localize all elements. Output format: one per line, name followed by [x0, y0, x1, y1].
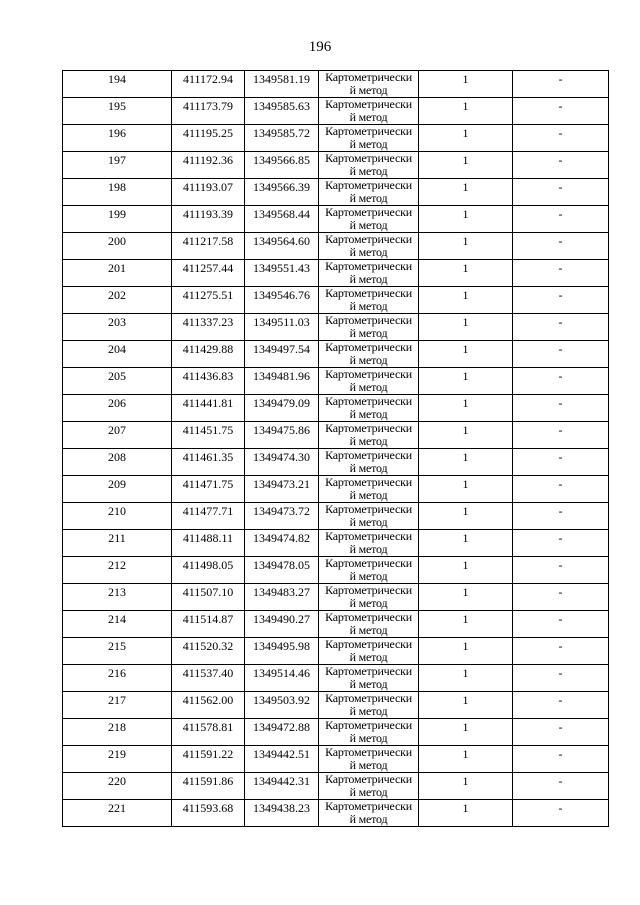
y-coordinate-cell: 1349478.05	[245, 557, 319, 584]
accuracy-cell: 1	[419, 557, 513, 584]
table-row	[63, 179, 609, 206]
method-text-line-1: Картометрически	[325, 313, 412, 327]
method-text-line-1: Картометрически	[325, 394, 412, 408]
method-text-line-2: й метод	[349, 380, 388, 394]
method-cell	[319, 152, 419, 179]
note-cell: -	[513, 233, 609, 260]
x-coordinate-cell: 411488.11	[172, 530, 245, 557]
y-coordinate-cell: 1349474.82	[245, 530, 319, 557]
x-coordinate-cell: 411514.87	[172, 611, 245, 638]
point-number-cell: 218	[63, 719, 172, 746]
point-number-cell: 212	[63, 557, 172, 584]
note-cell: -	[513, 692, 609, 719]
method-text-line-2: й метод	[349, 515, 388, 529]
method-text-line-1: Картометрически	[325, 232, 412, 246]
accuracy-cell: 1	[419, 719, 513, 746]
y-coordinate-cell: 1349566.85	[245, 152, 319, 179]
table-row	[63, 692, 609, 719]
method-text-line-1: Картометрически	[325, 70, 412, 84]
x-coordinate-cell: 411591.86	[172, 773, 245, 800]
x-coordinate-cell: 411591.22	[172, 746, 245, 773]
accuracy-cell: 1	[419, 800, 513, 827]
method-text-line-1: Картометрически	[325, 124, 412, 138]
method-text-line-2: й метод	[349, 434, 388, 448]
coordinates-table-body	[63, 71, 609, 827]
x-coordinate-cell: 411195.25	[172, 125, 245, 152]
note-cell: -	[513, 746, 609, 773]
x-coordinate-cell: 411257.44	[172, 260, 245, 287]
point-number-cell: 194	[63, 71, 172, 98]
y-coordinate-cell: 1349473.72	[245, 503, 319, 530]
x-coordinate-cell: 411477.71	[172, 503, 245, 530]
accuracy-cell: 1	[419, 260, 513, 287]
y-coordinate-cell: 1349481.96	[245, 368, 319, 395]
note-cell: -	[513, 395, 609, 422]
method-text-line-2: й метод	[349, 731, 388, 745]
accuracy-cell: 1	[419, 368, 513, 395]
note-cell: -	[513, 530, 609, 557]
method-text-line-2: й метод	[349, 812, 388, 826]
point-number-cell: 214	[63, 611, 172, 638]
y-coordinate-cell: 1349475.86	[245, 422, 319, 449]
method-text-line-1: Картометрически	[325, 97, 412, 111]
table-row	[63, 611, 609, 638]
table-row	[63, 125, 609, 152]
x-coordinate-cell: 411275.51	[172, 287, 245, 314]
point-number-cell: 206	[63, 395, 172, 422]
y-coordinate-cell: 1349585.63	[245, 98, 319, 125]
y-coordinate-cell: 1349568.44	[245, 206, 319, 233]
table-row	[63, 206, 609, 233]
method-text-line-2: й метод	[349, 164, 388, 178]
method-text-line-2: й метод	[349, 596, 388, 610]
method-cell	[319, 584, 419, 611]
method-cell	[319, 341, 419, 368]
accuracy-cell: 1	[419, 584, 513, 611]
method-text-line-1: Картометрически	[325, 502, 412, 516]
point-number-cell: 198	[63, 179, 172, 206]
method-text-line-2: й метод	[349, 299, 388, 313]
method-text-line-1: Картометрически	[325, 637, 412, 651]
x-coordinate-cell: 411562.00	[172, 692, 245, 719]
method-cell	[319, 287, 419, 314]
note-cell: -	[513, 368, 609, 395]
method-cell	[319, 719, 419, 746]
y-coordinate-cell: 1349490.27	[245, 611, 319, 638]
note-cell: -	[513, 260, 609, 287]
x-coordinate-cell: 411507.10	[172, 584, 245, 611]
note-cell: -	[513, 125, 609, 152]
coordinates-table	[62, 70, 609, 827]
method-text-line-2: й метод	[349, 218, 388, 232]
method-text-line-1: Картометрически	[325, 448, 412, 462]
note-cell: -	[513, 314, 609, 341]
method-text-line-1: Картометрически	[325, 421, 412, 435]
y-coordinate-cell: 1349564.60	[245, 233, 319, 260]
x-coordinate-cell: 411193.39	[172, 206, 245, 233]
accuracy-cell: 1	[419, 449, 513, 476]
method-cell	[319, 395, 419, 422]
point-number-cell: 213	[63, 584, 172, 611]
accuracy-cell: 1	[419, 665, 513, 692]
method-cell	[319, 98, 419, 125]
method-text-line-2: й метод	[349, 542, 388, 556]
method-cell	[319, 179, 419, 206]
method-text-line-1: Картометрически	[325, 610, 412, 624]
x-coordinate-cell: 411172.94	[172, 71, 245, 98]
accuracy-cell: 1	[419, 125, 513, 152]
y-coordinate-cell: 1349551.43	[245, 260, 319, 287]
method-text-line-1: Картометрически	[325, 286, 412, 300]
method-text-line-1: Картометрически	[325, 529, 412, 543]
note-cell: -	[513, 503, 609, 530]
accuracy-cell: 1	[419, 530, 513, 557]
table-row	[63, 233, 609, 260]
method-text-line-1: Картометрически	[325, 340, 412, 354]
method-cell	[319, 692, 419, 719]
y-coordinate-cell: 1349483.27	[245, 584, 319, 611]
method-cell	[319, 449, 419, 476]
point-number-cell: 221	[63, 800, 172, 827]
method-text-line-2: й метод	[349, 326, 388, 340]
x-coordinate-cell: 411498.05	[172, 557, 245, 584]
y-coordinate-cell: 1349497.54	[245, 341, 319, 368]
note-cell: -	[513, 638, 609, 665]
x-coordinate-cell: 411451.75	[172, 422, 245, 449]
method-text-line-1: Картометрически	[325, 259, 412, 273]
y-coordinate-cell: 1349581.19	[245, 71, 319, 98]
method-cell	[319, 611, 419, 638]
table-row	[63, 665, 609, 692]
method-text-line-2: й метод	[349, 758, 388, 772]
method-cell	[319, 530, 419, 557]
accuracy-cell: 1	[419, 98, 513, 125]
method-text-line-2: й метод	[349, 569, 388, 583]
point-number-cell: 201	[63, 260, 172, 287]
note-cell: -	[513, 476, 609, 503]
point-number-cell: 203	[63, 314, 172, 341]
note-cell: -	[513, 665, 609, 692]
method-text-line-2: й метод	[349, 785, 388, 799]
method-text-line-2: й метод	[349, 488, 388, 502]
method-cell	[319, 422, 419, 449]
accuracy-cell: 1	[419, 395, 513, 422]
method-text-line-1: Картометрически	[325, 772, 412, 786]
point-number-cell: 195	[63, 98, 172, 125]
table-row	[63, 98, 609, 125]
note-cell: -	[513, 611, 609, 638]
accuracy-cell: 1	[419, 179, 513, 206]
method-text-line-2: й метод	[349, 137, 388, 151]
y-coordinate-cell: 1349438.23	[245, 800, 319, 827]
x-coordinate-cell: 411537.40	[172, 665, 245, 692]
y-coordinate-cell: 1349472.88	[245, 719, 319, 746]
y-coordinate-cell: 1349514.46	[245, 665, 319, 692]
point-number-cell: 204	[63, 341, 172, 368]
method-cell	[319, 557, 419, 584]
x-coordinate-cell: 411173.79	[172, 98, 245, 125]
point-number-cell: 199	[63, 206, 172, 233]
x-coordinate-cell: 411441.81	[172, 395, 245, 422]
point-number-cell: 208	[63, 449, 172, 476]
y-coordinate-cell: 1349511.03	[245, 314, 319, 341]
method-text-line-1: Картометрически	[325, 799, 412, 813]
x-coordinate-cell: 411461.35	[172, 449, 245, 476]
method-text-line-2: й метод	[349, 623, 388, 637]
page-number: 196	[308, 39, 332, 55]
method-text-line-1: Картометрически	[325, 691, 412, 705]
table-row	[63, 341, 609, 368]
point-number-cell: 219	[63, 746, 172, 773]
accuracy-cell: 1	[419, 206, 513, 233]
note-cell: -	[513, 584, 609, 611]
x-coordinate-cell: 411337.23	[172, 314, 245, 341]
table-row	[63, 71, 609, 98]
y-coordinate-cell: 1349473.21	[245, 476, 319, 503]
note-cell: -	[513, 152, 609, 179]
point-number-cell: 210	[63, 503, 172, 530]
accuracy-cell: 1	[419, 314, 513, 341]
point-number-cell: 216	[63, 665, 172, 692]
x-coordinate-cell: 411217.58	[172, 233, 245, 260]
accuracy-cell: 1	[419, 746, 513, 773]
method-cell	[319, 314, 419, 341]
table-row	[63, 260, 609, 287]
method-text-line-1: Картометрически	[325, 205, 412, 219]
y-coordinate-cell: 1349479.09	[245, 395, 319, 422]
method-text-line-1: Картометрически	[325, 556, 412, 570]
x-coordinate-cell: 411471.75	[172, 476, 245, 503]
y-coordinate-cell: 1349442.51	[245, 746, 319, 773]
point-number-cell: 202	[63, 287, 172, 314]
table-row	[63, 476, 609, 503]
note-cell: -	[513, 557, 609, 584]
x-coordinate-cell: 411593.68	[172, 800, 245, 827]
accuracy-cell: 1	[419, 287, 513, 314]
method-cell	[319, 773, 419, 800]
table-row	[63, 773, 609, 800]
table-row	[63, 530, 609, 557]
note-cell: -	[513, 719, 609, 746]
method-cell	[319, 476, 419, 503]
note-cell: -	[513, 449, 609, 476]
method-text-line-2: й метод	[349, 245, 388, 259]
point-number-cell: 200	[63, 233, 172, 260]
y-coordinate-cell: 1349495.98	[245, 638, 319, 665]
x-coordinate-cell: 411429.88	[172, 341, 245, 368]
table-row	[63, 503, 609, 530]
accuracy-cell: 1	[419, 71, 513, 98]
x-coordinate-cell: 411578.81	[172, 719, 245, 746]
method-text-line-2: й метод	[349, 110, 388, 124]
method-cell	[319, 368, 419, 395]
table-row	[63, 719, 609, 746]
method-text-line-2: й метод	[349, 461, 388, 475]
table-row	[63, 557, 609, 584]
y-coordinate-cell: 1349566.39	[245, 179, 319, 206]
method-cell	[319, 233, 419, 260]
method-text-line-1: Картометрически	[325, 367, 412, 381]
method-text-line-1: Картометрически	[325, 583, 412, 597]
table-row	[63, 395, 609, 422]
point-number-cell: 215	[63, 638, 172, 665]
note-cell: -	[513, 179, 609, 206]
method-text-line-2: й метод	[349, 407, 388, 421]
accuracy-cell: 1	[419, 233, 513, 260]
point-number-cell: 207	[63, 422, 172, 449]
method-text-line-2: й метод	[349, 677, 388, 691]
method-text-line-1: Картометрически	[325, 664, 412, 678]
accuracy-cell: 1	[419, 611, 513, 638]
table-row	[63, 287, 609, 314]
y-coordinate-cell: 1349585.72	[245, 125, 319, 152]
table-row	[63, 314, 609, 341]
table-row	[63, 152, 609, 179]
accuracy-cell: 1	[419, 422, 513, 449]
accuracy-cell: 1	[419, 476, 513, 503]
table-row	[63, 449, 609, 476]
method-text-line-1: Картометрически	[325, 745, 412, 759]
method-cell	[319, 206, 419, 233]
method-cell	[319, 260, 419, 287]
method-text-line-1: Картометрически	[325, 178, 412, 192]
method-text-line-1: Картометрически	[325, 718, 412, 732]
point-number-cell: 211	[63, 530, 172, 557]
method-cell	[319, 71, 419, 98]
y-coordinate-cell: 1349546.76	[245, 287, 319, 314]
table-row	[63, 584, 609, 611]
table-row	[63, 368, 609, 395]
method-cell	[319, 638, 419, 665]
table-row	[63, 746, 609, 773]
accuracy-cell: 1	[419, 503, 513, 530]
method-cell	[319, 503, 419, 530]
note-cell: -	[513, 206, 609, 233]
method-text-line-1: Картометрически	[325, 475, 412, 489]
accuracy-cell: 1	[419, 638, 513, 665]
x-coordinate-cell: 411520.32	[172, 638, 245, 665]
point-number-cell: 197	[63, 152, 172, 179]
point-number-cell: 209	[63, 476, 172, 503]
note-cell: -	[513, 287, 609, 314]
point-number-cell: 217	[63, 692, 172, 719]
method-text-line-2: й метод	[349, 353, 388, 367]
y-coordinate-cell: 1349442.31	[245, 773, 319, 800]
accuracy-cell: 1	[419, 341, 513, 368]
method-text-line-2: й метод	[349, 83, 388, 97]
method-cell	[319, 746, 419, 773]
method-cell	[319, 800, 419, 827]
method-cell	[319, 665, 419, 692]
table-row	[63, 800, 609, 827]
note-cell: -	[513, 71, 609, 98]
point-number-cell: 205	[63, 368, 172, 395]
accuracy-cell: 1	[419, 773, 513, 800]
y-coordinate-cell: 1349474.30	[245, 449, 319, 476]
x-coordinate-cell: 411193.07	[172, 179, 245, 206]
note-cell: -	[513, 773, 609, 800]
x-coordinate-cell: 411192.36	[172, 152, 245, 179]
note-cell: -	[513, 98, 609, 125]
method-text-line-1: Картометрически	[325, 151, 412, 165]
point-number-cell: 196	[63, 125, 172, 152]
accuracy-cell: 1	[419, 152, 513, 179]
note-cell: -	[513, 800, 609, 827]
table-row	[63, 638, 609, 665]
method-text-line-2: й метод	[349, 704, 388, 718]
method-text-line-2: й метод	[349, 191, 388, 205]
accuracy-cell: 1	[419, 692, 513, 719]
point-number-cell: 220	[63, 773, 172, 800]
method-cell	[319, 125, 419, 152]
table-row	[63, 422, 609, 449]
method-text-line-2: й метод	[349, 272, 388, 286]
x-coordinate-cell: 411436.83	[172, 368, 245, 395]
method-text-line-2: й метод	[349, 650, 388, 664]
note-cell: -	[513, 422, 609, 449]
y-coordinate-cell: 1349503.92	[245, 692, 319, 719]
note-cell: -	[513, 341, 609, 368]
